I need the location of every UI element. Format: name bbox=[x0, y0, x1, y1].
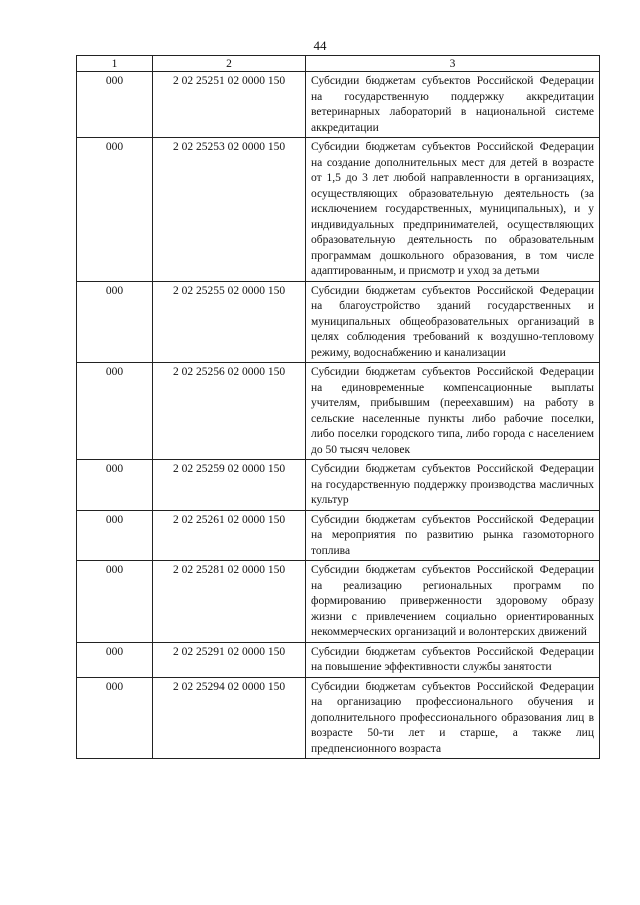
admin-code-cell: 000 bbox=[77, 460, 153, 511]
table-row bbox=[77, 510, 600, 561]
table-row bbox=[77, 642, 600, 677]
kbk-code-cell: 2 02 25291 02 0000 150 bbox=[153, 642, 306, 677]
budget-classification-table bbox=[76, 55, 600, 759]
page-number: 44 bbox=[313, 38, 327, 53]
kbk-code-cell: 2 02 25259 02 0000 150 bbox=[153, 460, 306, 511]
table-row bbox=[77, 677, 600, 759]
kbk-code-cell: 2 02 25255 02 0000 150 bbox=[153, 281, 306, 363]
admin-code-cell: 000 bbox=[77, 363, 153, 460]
column-header-1: 1 bbox=[77, 56, 153, 72]
admin-code-cell: 000 bbox=[77, 281, 153, 363]
description-cell: Субсидии бюджетам субъектов Российской Федерации на государственную поддержку производства масличных культур bbox=[306, 460, 600, 511]
kbk-code-cell: 2 02 25281 02 0000 150 bbox=[153, 561, 306, 643]
admin-code-cell: 000 bbox=[77, 72, 153, 138]
column-header-2: 2 bbox=[153, 56, 306, 72]
admin-code-cell: 000 bbox=[77, 677, 153, 759]
kbk-code-cell: 2 02 25251 02 0000 150 bbox=[153, 72, 306, 138]
table-row bbox=[77, 138, 600, 282]
description-cell: Субсидии бюджетам субъектов Российской Федерации на повышение эффективности службы занятости bbox=[306, 642, 600, 677]
kbk-code-cell: 2 02 25294 02 0000 150 bbox=[153, 677, 306, 759]
column-header-3: 3 bbox=[306, 56, 600, 72]
admin-code-cell: 000 bbox=[77, 510, 153, 561]
description-cell: Субсидии бюджетам субъектов Российской Федерации на государственную поддержку аккредитации ветеринарных лабораторий в национальной системе аккредитации bbox=[306, 72, 600, 138]
kbk-code-cell: 2 02 25253 02 0000 150 bbox=[153, 138, 306, 282]
admin-code-cell: 000 bbox=[77, 642, 153, 677]
table-row bbox=[77, 460, 600, 511]
description-cell: Субсидии бюджетам субъектов Российской Федерации на создание дополнительных мест для детей в возрасте от 1,5 до 3 лет любой направленности в организациях, осуществляющих образовательную деятельность (за исключением государственных, муниципальных), и у индивидуальных предпринимателей, осуществляющих образовательную деятельность по образовательным программам дошкольного образования, в том числе адаптированным, и присмотр и уход за детьми bbox=[306, 138, 600, 282]
admin-code-cell: 000 bbox=[77, 138, 153, 282]
description-cell: Субсидии бюджетам субъектов Российской Федерации на мероприятия по развитию рынка газомоторного топлива bbox=[306, 510, 600, 561]
description-cell: Субсидии бюджетам субъектов Российской Федерации на единовременные компенсационные выплаты учителям, прибывшим (переехавшим) на работу в сельские населенные пункты либо рабочие поселки, либо поселки городского типа, либо города с населением до 50 тысяч человек bbox=[306, 363, 600, 460]
description-cell: Субсидии бюджетам субъектов Российской Федерации на благоустройство зданий государственных и муниципальных общеобразовательных организаций в целях соблюдения требований к воздушно-тепловому режиму, водоснабжению и канализации bbox=[306, 281, 600, 363]
table-row bbox=[77, 363, 600, 460]
table-header-row bbox=[77, 56, 600, 72]
table-row bbox=[77, 72, 600, 138]
kbk-code-cell: 2 02 25256 02 0000 150 bbox=[153, 363, 306, 460]
description-cell: Субсидии бюджетам субъектов Российской Федерации на организацию профессионального обучения и дополнительного профессионального образования лиц в возрасте 50-ти лет и старше, а также лиц предпенсионного возраста bbox=[306, 677, 600, 759]
admin-code-cell: 000 bbox=[77, 561, 153, 643]
table-row bbox=[77, 281, 600, 363]
description-cell: Субсидии бюджетам субъектов Российской Федерации на реализацию региональных программ по формированию приверженности здоровому образу жизни с привлечением социально ориентированных некоммерческих организаций и волонтерских движений bbox=[306, 561, 600, 643]
kbk-code-cell: 2 02 25261 02 0000 150 bbox=[153, 510, 306, 561]
table-row bbox=[77, 561, 600, 643]
